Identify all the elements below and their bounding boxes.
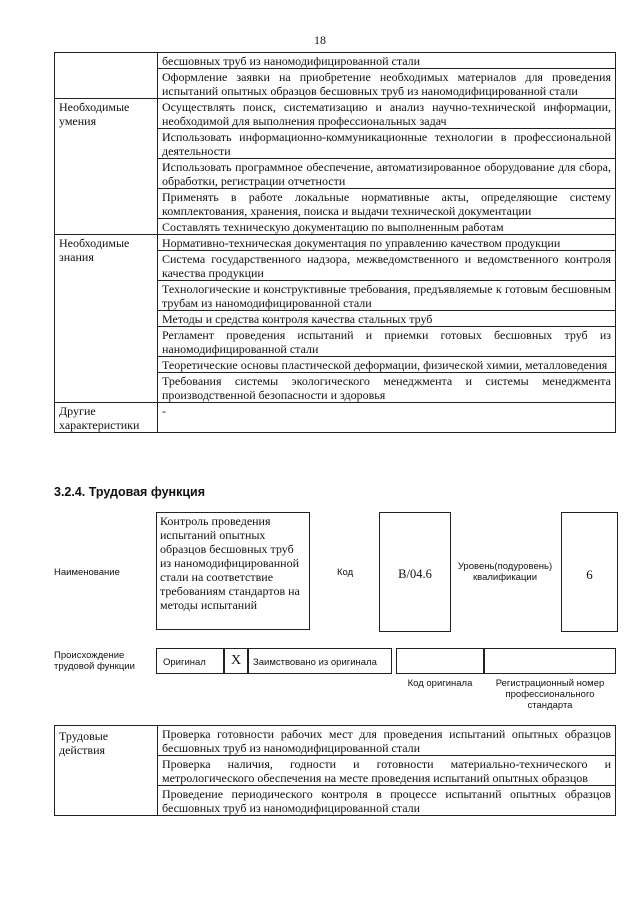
table-row (55, 403, 616, 433)
reg-number-label: Регистрационный номер профессионального стандарта (495, 678, 605, 711)
row-head-other: Другие характеристики (55, 403, 158, 433)
code-label: Код (337, 567, 354, 578)
reg-number-cell (484, 648, 616, 674)
table-row (55, 235, 616, 251)
table-row (55, 53, 616, 69)
row-head-skills: Необходимые умения (55, 99, 158, 235)
table-cell: Проверка наличия, годности и готовности материально-технического и метрологического обеспечения на месте проведения испытаний опытных образцов (158, 756, 616, 786)
page-number: 18 (314, 33, 326, 47)
table-cell: бесшовных труб из наномодифицированной стали (158, 53, 616, 69)
table-cell: Проверка готовности рабочих мест для проведения испытаний опытных образцов бесшовных труб из наномодифицированной стали (158, 726, 616, 756)
level-value: 6 (586, 567, 593, 582)
table-cell: - (158, 403, 616, 433)
row-head-actions: Трудовые действия (55, 726, 158, 816)
code-original-cell (396, 648, 484, 674)
origin-row (156, 648, 616, 674)
original-cell (156, 648, 224, 674)
table-cell: Составлять техническую документацию по выполненным работам (158, 219, 616, 235)
table-cell: Проведение периодического контроля в процессе испытаний опытных образцов бесшовных труб из наномодифицированной стали (158, 786, 616, 816)
skills-knowledge-table (54, 52, 616, 433)
table-cell: Использовать информационно-коммуникационные технологии в профессиональной деятельности (158, 129, 616, 159)
table-cell: Оформление заявки на приобретение необходимых материалов для проведения испытаний опытных образцов бесшовных труб из наномодифицированной стали (158, 69, 616, 99)
code-box (379, 512, 451, 632)
origin-label: Происхождение трудовой функции (54, 650, 135, 672)
original-label: Оригинал (163, 657, 206, 668)
table-cell: Применять в работе локальные нормативные акты, определяющие систему комплектования, хранения, поиска и выдачи технической документации (158, 189, 616, 219)
section-title: 3.2.4. Трудовая функция (54, 485, 206, 499)
name-label: Наименование (54, 567, 120, 578)
level-box (561, 512, 618, 632)
table-cell: Использовать программное обеспечение, автоматизированное оборудование для сбора, обработки, регистрации отчетности (158, 159, 616, 189)
original-mark-cell (224, 648, 248, 674)
table-cell: Технологические и конструктивные требования, предъявляемые к готовым бесшовным трубам из наномодифицированной стали (158, 281, 616, 311)
table-cell: Требования системы экологического менеджмента и системы менеджмента производственной безопасности и здоровья (158, 373, 616, 403)
table-cell: Нормативно-техническая документация по управлению качеством продукции (158, 235, 616, 251)
table-cell: Осуществлять поиск, систематизацию и анализ научно-технической информации, необходимой для выполнения профессиональных задач (158, 99, 616, 129)
code-original-label: Код оригинала (407, 678, 473, 689)
table-row (55, 726, 616, 756)
borrowed-label: Заимствовано из оригинала (253, 657, 377, 668)
table-row (55, 99, 616, 129)
row-head-knowledge: Необходимые знания (55, 235, 158, 403)
labor-actions-table (54, 725, 616, 816)
table-cell: Методы и средства контроля качества стальных труб (158, 311, 616, 327)
function-name-box: Контроль проведения испытаний опытных образцов бесшовных труб из наномодифицированной стали на соответствие требованиям стандартов на методы испытаний (156, 512, 310, 630)
level-label: Уровень(подуровень) квалификации (457, 561, 553, 583)
borrowed-cell (248, 648, 392, 674)
code-value: B/04.6 (398, 567, 432, 581)
row-head (55, 53, 158, 99)
table-cell: Система государственного надзора, межведомственного и ведомственного контроля качества продукции (158, 251, 616, 281)
original-mark: X (231, 653, 242, 668)
table-cell: Регламент проведения испытаний и приемки готовых бесшовных труб из наномодифицированной стали (158, 327, 616, 357)
table-cell: Теоретические основы пластической деформации, физической химии, металловедения (158, 357, 616, 373)
